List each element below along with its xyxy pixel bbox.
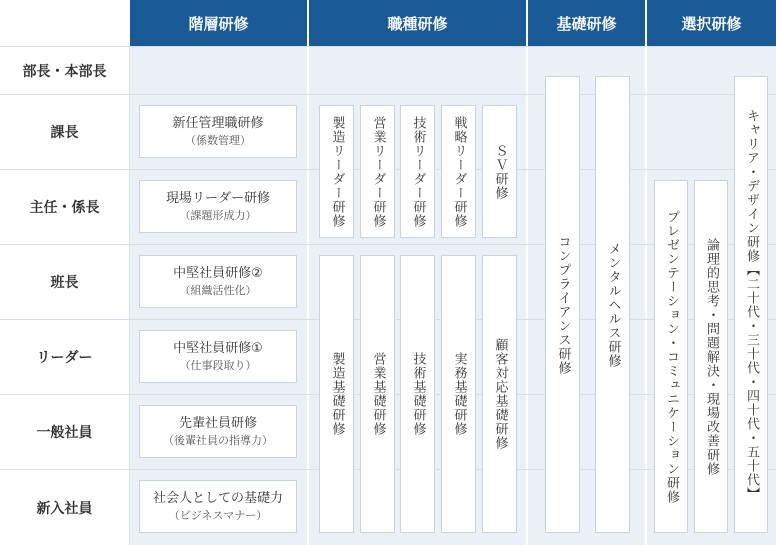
kaisou-card-shinnin	[139, 105, 297, 158]
shokushu-kiso-gijutsu	[400, 255, 435, 533]
card-label: プレゼンテーション・コミュニケーション研修	[664, 209, 679, 504]
card-label: 論理的思考・問題解決・現場改善研修	[704, 237, 719, 476]
sentaku-logical-thinking	[694, 180, 728, 533]
card-label: コンプライアンス研修	[555, 234, 571, 375]
card-title: 社会人としての基礎力	[152, 490, 283, 506]
row-label-shunin: 主任・係長	[0, 170, 129, 244]
kaisou-card-senpai	[139, 405, 297, 458]
shokushu-leader-senryaku	[441, 105, 476, 238]
shokushu-kiso-kokyaku	[482, 255, 517, 533]
shokushu-leader-sv	[482, 105, 517, 238]
shokushu-kiso-jitsumu	[441, 255, 476, 533]
header-sentaku: 選択研修	[647, 0, 776, 46]
card-subtitle: （後輩社員の指導力）	[163, 433, 273, 447]
card-label: 技術基礎研修	[410, 352, 426, 436]
card-subtitle: （組織活性化）	[179, 283, 257, 297]
col-divider	[129, 47, 130, 545]
card-label: メンタルヘルス研修	[605, 241, 621, 368]
card-subtitle: （係数管理）	[185, 133, 251, 147]
kaisou-card-genba	[139, 180, 297, 233]
shokushu-leader-gijutsu	[400, 105, 435, 238]
row-label-bucho: 部長・本部長	[0, 47, 129, 94]
row-label-leader: リーダー	[0, 320, 129, 394]
card-subtitle: （課題形成力）	[179, 208, 257, 222]
shokushu-kiso-seizo	[319, 255, 354, 533]
header-blank	[0, 0, 129, 46]
card-title: 先輩社員研修	[178, 415, 257, 431]
card-title: 新任管理職研修	[172, 115, 264, 131]
row-label-shinnyu: 新入社員	[0, 470, 129, 545]
kaisou-card-shakaijin	[139, 480, 297, 533]
card-subtitle: （ビジネスマナー）	[168, 508, 268, 522]
shokushu-leader-eigyo	[360, 105, 395, 238]
card-title: 中堅社員研修②	[173, 265, 263, 281]
header-kiso: 基礎研修	[528, 0, 645, 46]
card-label: ＳＶ研修	[492, 143, 508, 200]
card-label: 技術リーダー研修	[410, 115, 426, 228]
card-label: 営業リーダー研修	[370, 115, 386, 228]
card-label: 製造基礎研修	[329, 352, 345, 436]
sentaku-presentation	[654, 180, 688, 533]
row-label-ippan: 一般社員	[0, 395, 129, 469]
card-label: 顧客対応基礎研修	[492, 338, 508, 450]
card-title: 中堅社員研修①	[173, 340, 263, 356]
kiso-compliance	[545, 76, 580, 533]
header-kaisou: 階層研修	[130, 0, 307, 46]
card-label: 戦略リーダー研修	[451, 115, 467, 228]
row-label-hancho: 班長	[0, 245, 129, 319]
sentaku-career-design	[734, 76, 768, 533]
kaisou-card-chuken2	[139, 255, 297, 308]
card-label: 実務基礎研修	[451, 352, 467, 436]
shokushu-leader-seizo	[319, 105, 354, 238]
card-label: キャリア・デザイン研修【二十代・三十代・四十代・五十代】	[744, 108, 759, 501]
header-shokushu: 職種研修	[309, 0, 526, 46]
card-label: 営業基礎研修	[370, 352, 386, 436]
card-subtitle: （仕事段取り）	[179, 358, 257, 372]
row-label-kacho: 課長	[0, 95, 129, 169]
card-title: 現場リーダー研修	[165, 190, 270, 206]
kiso-mental-health	[595, 76, 630, 533]
card-label: 製造リーダー研修	[329, 115, 345, 228]
shokushu-kiso-eigyo	[360, 255, 395, 533]
kaisou-card-chuken1	[139, 330, 297, 383]
